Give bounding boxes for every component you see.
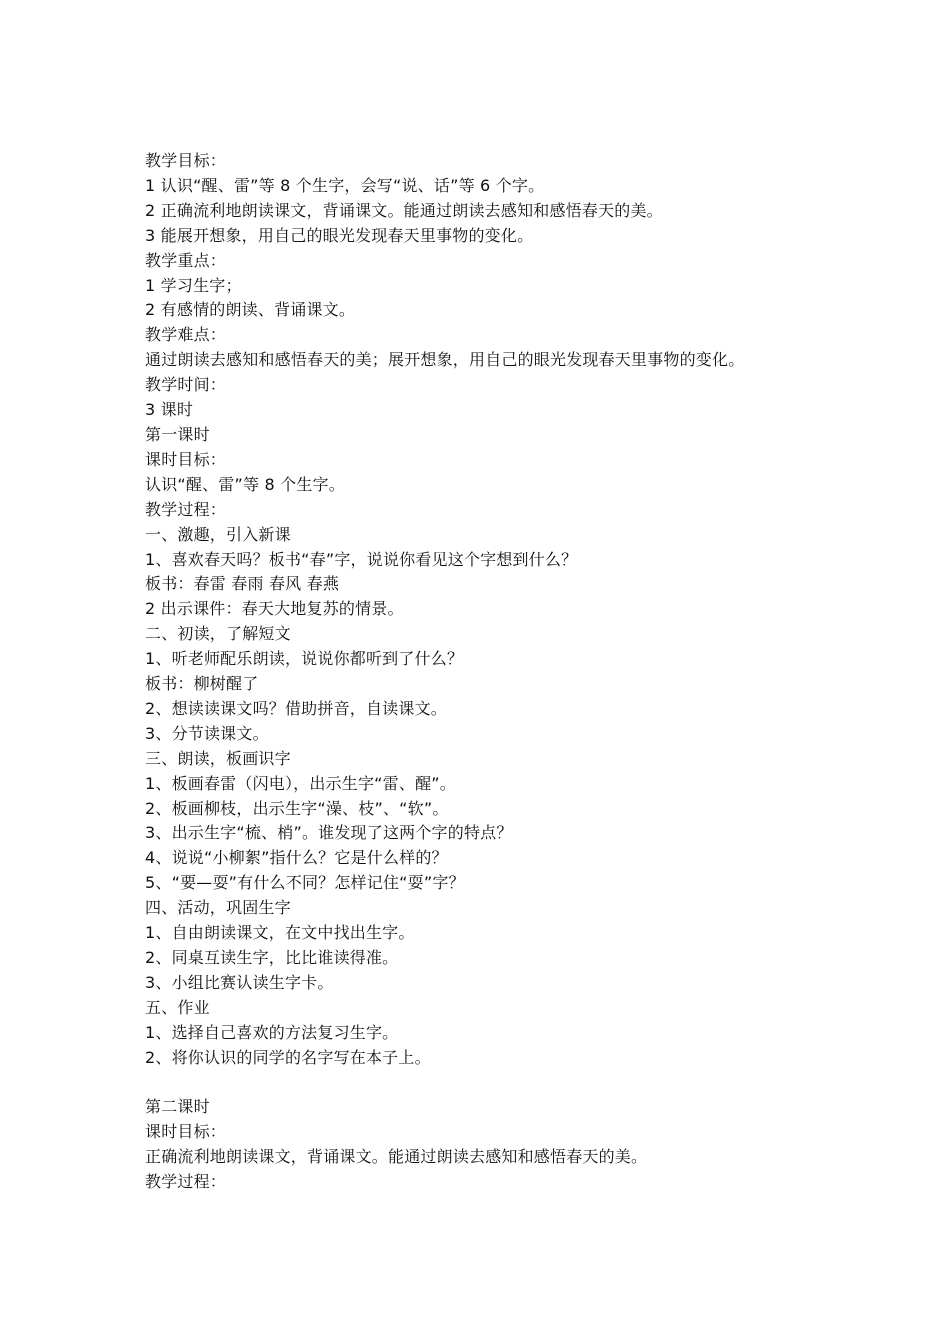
objective-item-1: 1 认识“醒、雷”等 8 个生字，会写“说、话”等 6 个字。	[145, 175, 545, 195]
lesson-1-objective-heading: 课时目标：	[145, 449, 227, 469]
section-4-item-1: 1、自由朗读课文，在文中找出生字。	[145, 923, 415, 943]
objective-item-2: 2 正确流利地朗读课文，背诵课文。能通过朗读去感知和感悟春天的美。	[145, 200, 663, 220]
section-2-heading: 二、初读，了解短文	[145, 624, 291, 644]
section-1-board-note: 板书：春雷 春雨 春风 春燕	[145, 574, 340, 594]
lesson-1-process-heading: 教学过程：	[145, 499, 227, 519]
section-3-item-2: 2、板画柳枝，出示生字“澡、枝”、“软”。	[145, 798, 449, 818]
section-2-item-1: 1、听老师配乐朗读，说说你都听到了什么？	[145, 649, 464, 669]
heading-key-points: 教学重点：	[145, 250, 227, 270]
lesson-2-process-heading: 教学过程：	[145, 1172, 227, 1192]
section-1-item-1: 1、喜欢春天吗？板书“春”字，说说你看见这个字想到什么？	[145, 549, 578, 569]
section-2-board-note: 板书：柳树醒了	[145, 674, 259, 694]
section-5-heading: 五、作业	[145, 997, 210, 1017]
heading-teaching-time: 教学时间：	[145, 375, 227, 395]
section-4-item-3: 3、小组比赛认读生字卡。	[145, 972, 334, 992]
section-5-item-1: 1、选择自己喜欢的方法复习生字。	[145, 1022, 399, 1042]
lesson-2-objective-heading: 课时目标：	[145, 1122, 227, 1142]
key-point-2: 2 有感情的朗读、背诵课文。	[145, 300, 356, 320]
lesson-1-objective: 认识“醒、雷”等 8 个生字。	[145, 474, 345, 494]
heading-objectives: 教学目标：	[145, 151, 227, 170]
lesson-1-title: 第一课时	[145, 424, 210, 444]
section-3-item-3: 3、出示生字“梳、梢”。谁发现了这两个字的特点？	[145, 823, 513, 843]
lesson-2-objective: 正确流利地朗读课文，背诵课文。能通过朗读去感知和感悟春天的美。	[145, 1147, 648, 1167]
lesson-2-title: 第二课时	[145, 1097, 210, 1117]
section-4-heading: 四、活动，巩固生字	[145, 898, 291, 918]
section-3-item-4: 4、说说“小柳絮”指什么？它是什么样的？	[145, 848, 448, 868]
document-body	[145, 149, 815, 1195]
section-1-item-2: 2 出示课件：春天大地复苏的情景。	[145, 599, 404, 619]
objective-item-3: 3 能展开想象，用自己的眼光发现春天里事物的变化。	[145, 225, 534, 245]
section-3-heading: 三、朗读，板画识字	[145, 748, 291, 768]
key-point-1: 1 学习生字；	[145, 275, 242, 295]
section-1-heading: 一、激趣，引入新课	[145, 524, 291, 544]
section-5-item-2: 2、将你认识的同学的名字写在本子上。	[145, 1047, 431, 1067]
blank-line	[145, 1071, 815, 1096]
section-3-item-5: 5、“要—耍”有什么不同？怎样记住“耍”字？	[145, 873, 465, 893]
heading-difficulties: 教学难点：	[145, 325, 227, 345]
section-2-item-2: 2、想读读课文吗？借助拼音，自读课文。	[145, 698, 447, 718]
difficulty-text: 通过朗读去感知和感悟春天的美；展开想象，用自己的眼光发现春天里事物的变化。	[145, 350, 745, 370]
section-4-item-2: 2、同桌互读生字，比比谁读得准。	[145, 948, 399, 967]
section-2-item-3: 3、分节读课文。	[145, 723, 269, 743]
section-3-item-1: 1、板画春雷（闪电），出示生字“雷、醒”。	[145, 773, 456, 793]
teaching-time-value: 3 课时	[145, 400, 194, 420]
